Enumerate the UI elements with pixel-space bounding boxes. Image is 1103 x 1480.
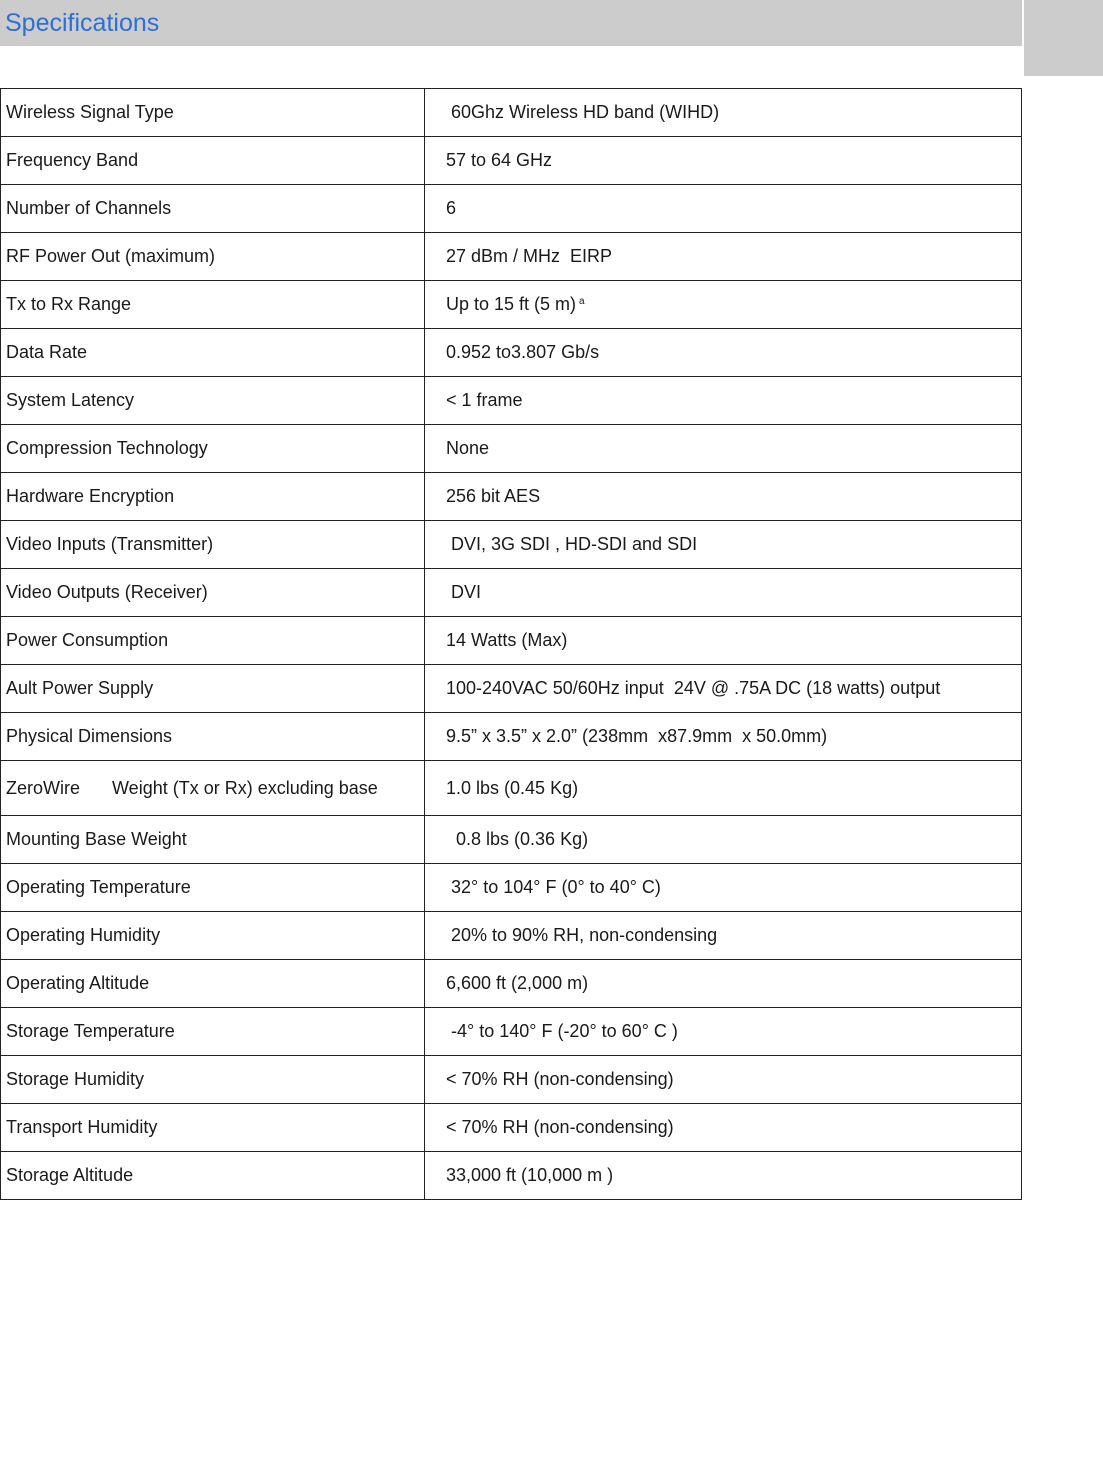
spec-row bbox=[1, 665, 1022, 713]
spec-row bbox=[1, 329, 1022, 377]
spec-label: Number of Channels bbox=[1, 185, 425, 233]
spec-value: 27 dBm / MHz EIRP bbox=[425, 233, 1022, 281]
spec-value: DVI bbox=[425, 569, 1022, 617]
spec-label: Video Inputs (Transmitter) bbox=[1, 521, 425, 569]
spec-value: 6,600 ft (2,000 m) bbox=[425, 960, 1022, 1008]
spec-value: None bbox=[425, 425, 1022, 473]
spec-label: RF Power Out (maximum) bbox=[1, 233, 425, 281]
spec-row bbox=[1, 1104, 1022, 1152]
spec-value: DVI, 3G SDI , HD-SDI and SDI bbox=[425, 521, 1022, 569]
spec-value: Up to 15 ft (5 m) bbox=[446, 294, 577, 314]
spec-label: Operating Altitude bbox=[1, 960, 425, 1008]
spec-row bbox=[1, 521, 1022, 569]
page-title: Specifications bbox=[5, 9, 160, 37]
spec-label: Video Outputs (Receiver) bbox=[1, 569, 425, 617]
spec-value: 14 Watts (Max) bbox=[425, 617, 1022, 665]
spec-label: Ault Power Supply bbox=[1, 665, 425, 713]
side-tab bbox=[1024, 0, 1103, 76]
spec-row bbox=[1, 1152, 1022, 1200]
spec-row bbox=[1, 569, 1022, 617]
spec-row bbox=[1, 473, 1022, 521]
spec-label: Frequency Band bbox=[1, 137, 425, 185]
spec-value-cell bbox=[425, 281, 1022, 329]
spec-label: Power Consumption bbox=[1, 617, 425, 665]
spec-value: 100-240VAC 50/60Hz input 24V @ .75A DC (18 watts) output bbox=[425, 665, 1022, 713]
spec-value: 20% to 90% RH, non-condensing bbox=[425, 912, 1022, 960]
spec-row bbox=[1, 377, 1022, 425]
spec-value: 0.952 to3.807 Gb/s bbox=[425, 329, 1022, 377]
spec-row bbox=[1, 713, 1022, 761]
spec-row bbox=[1, 281, 1022, 329]
spec-label: Hardware Encryption bbox=[1, 473, 425, 521]
spec-row bbox=[1, 137, 1022, 185]
spec-label: Storage Altitude bbox=[1, 1152, 425, 1200]
spec-label: Operating Humidity bbox=[1, 912, 425, 960]
specifications-table bbox=[0, 88, 1022, 1200]
spec-row bbox=[1, 816, 1022, 864]
spec-label-cell bbox=[1, 761, 425, 816]
spec-label: Physical Dimensions bbox=[1, 713, 425, 761]
spec-label: Operating Temperature bbox=[1, 864, 425, 912]
spec-value: 60Ghz Wireless HD band (WIHD) bbox=[425, 89, 1022, 137]
spec-label: Tx to Rx Range bbox=[1, 281, 425, 329]
spec-label: Data Rate bbox=[1, 329, 425, 377]
spec-value: < 70% RH (non-condensing) bbox=[425, 1056, 1022, 1104]
spec-label: Compression Technology bbox=[1, 425, 425, 473]
spec-label: Transport Humidity bbox=[1, 1104, 425, 1152]
spec-label: Wireless Signal Type bbox=[1, 89, 425, 137]
spec-row bbox=[1, 864, 1022, 912]
spec-row bbox=[1, 425, 1022, 473]
spec-row bbox=[1, 761, 1022, 816]
spec-row bbox=[1, 1056, 1022, 1104]
spec-value: < 70% RH (non-condensing) bbox=[425, 1104, 1022, 1152]
spec-value: 1.0 lbs (0.45 Kg) bbox=[425, 761, 1022, 816]
spec-value: -4° to 140° F (-20° to 60° C ) bbox=[425, 1008, 1022, 1056]
spec-value: 32° to 104° F (0° to 40° C) bbox=[425, 864, 1022, 912]
spec-row bbox=[1, 89, 1022, 137]
spec-label: Storage Humidity bbox=[1, 1056, 425, 1104]
header-bar bbox=[0, 0, 1022, 46]
spec-value: 0.8 lbs (0.36 Kg) bbox=[425, 816, 1022, 864]
spec-label: Storage Temperature bbox=[1, 1008, 425, 1056]
spec-row bbox=[1, 912, 1022, 960]
spec-row bbox=[1, 960, 1022, 1008]
spec-value: < 1 frame bbox=[425, 377, 1022, 425]
spec-row bbox=[1, 233, 1022, 281]
spec-row bbox=[1, 617, 1022, 665]
footnote-marker: a bbox=[579, 296, 585, 307]
spec-row bbox=[1, 1008, 1022, 1056]
spec-label: Weight (Tx or Rx) excluding base bbox=[112, 777, 378, 798]
spec-value: 6 bbox=[425, 185, 1022, 233]
spec-value: 57 to 64 GHz bbox=[425, 137, 1022, 185]
spec-value: 9.5” x 3.5” x 2.0” (238mm x87.9mm x 50.0mm) bbox=[425, 713, 1022, 761]
spec-value: 256 bit AES bbox=[425, 473, 1022, 521]
spec-label: System Latency bbox=[1, 377, 425, 425]
spec-label: Mounting Base Weight bbox=[1, 816, 425, 864]
spec-label-prefix: ZeroWire bbox=[6, 777, 81, 798]
spec-row bbox=[1, 185, 1022, 233]
spec-value: 33,000 ft (10,000 m ) bbox=[425, 1152, 1022, 1200]
